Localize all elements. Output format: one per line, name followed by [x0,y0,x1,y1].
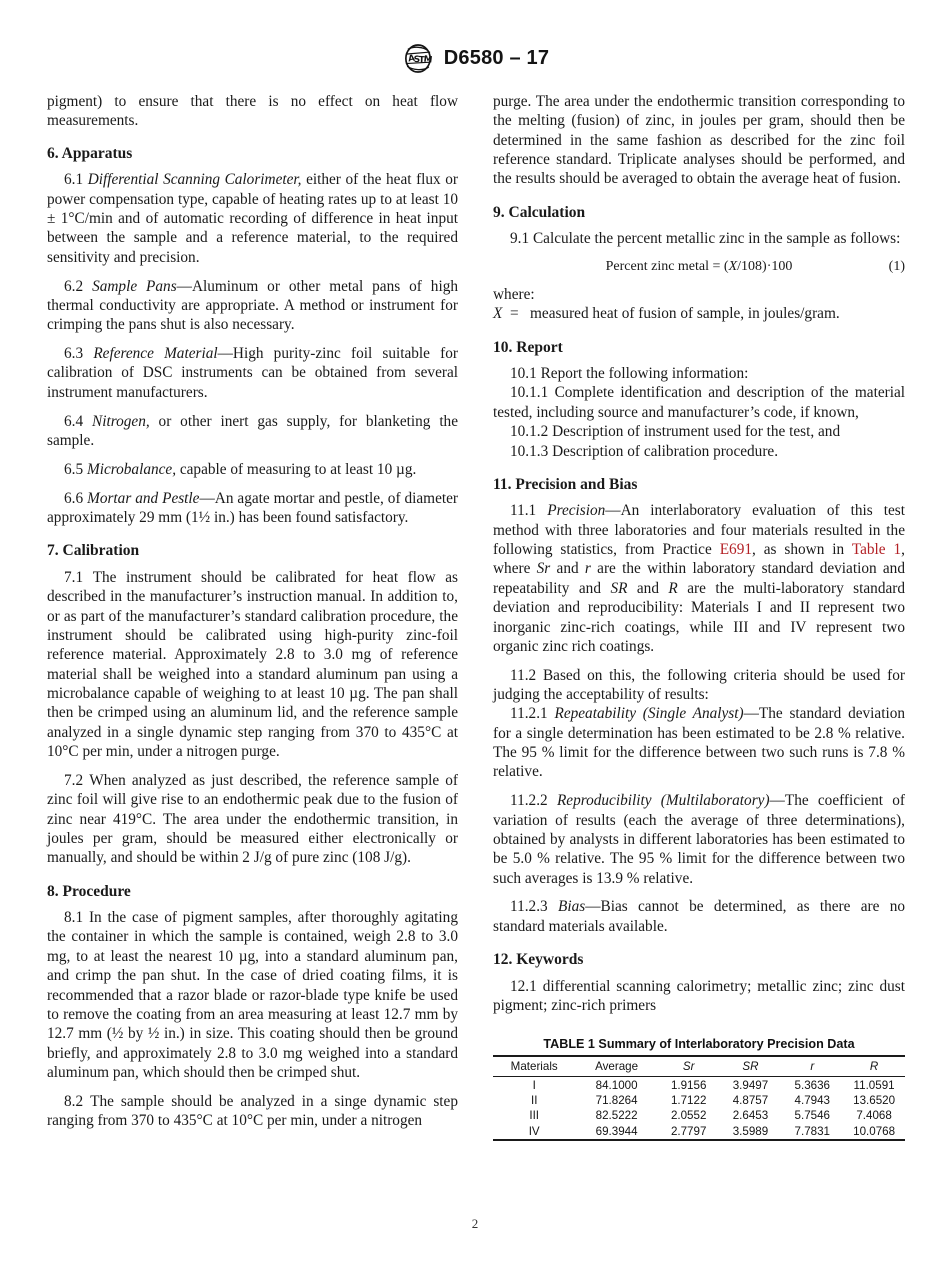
cell-sr: 1.7122 [670,1094,707,1107]
cell-average: 84.1000 [595,1078,638,1092]
cell-sR: 2.6453 [732,1109,769,1123]
paragraph-italic-lead: Reference Material [93,345,218,363]
paragraph-number: 6.6 [64,489,84,507]
cell-r: 5.7546 [794,1109,830,1123]
cell-sR: 3.9497 [732,1078,769,1092]
carryover-paragraph: pigment) to ensure that there is no effect on heat flow measurements. [47,93,458,130]
paragraph-text: —Aluminum or other metal pans of high thermal conductivity are appropriate. A method or instrument for crimping the pans shut is also necessary. [47,277,459,334]
paragraph-number: 11.2.3 [510,898,548,916]
astm-logo [401,44,435,73]
equation-number: (1) [888,258,905,274]
paragraph-6-4 [47,412,458,451]
paragraph-text: The sample should be analyzed in a singe dynamic step ranging from 370 to 435°C at 10°C per min, under a nitrogen [47,1092,458,1130]
cell-R: 7.4068 [856,1109,892,1123]
svg-text:S: S [413,54,421,66]
symbol-R-upper: R [668,579,678,597]
table-1-block [493,1037,905,1141]
column-header-R: R [869,1060,879,1074]
paragraph-text: —An interlaboratory evaluation of this test method with three laboratories and four materials resulted in the following statistics, from Practice [493,502,905,559]
paragraph-text: , as shown in [752,541,852,559]
paragraph-number: 8.2 [64,1092,84,1110]
paragraph-italic-lead: Microbalance, [86,460,177,478]
paragraph-text: either of the heat flux or power compensation type, capable of heating rates up to at least 10 ± 1°C/min and of automatic recording of difference in heat input between the sample and a reference material, to the required sensitivity and precision. [47,171,459,266]
paragraph-number: 10.1.2 [510,423,549,441]
paragraph-number: 6.1 [64,171,84,189]
cell-sr: 2.0552 [670,1109,707,1123]
page-number: 2 [471,1216,479,1231]
paragraph-text: and [627,579,669,597]
paragraph-11-2 [493,666,905,705]
cell-average: 82.5222 [595,1109,638,1123]
cell-sR: 4.8757 [732,1094,769,1107]
paragraph-9-1 [493,229,905,248]
paragraph-italic-lead: Sample Pans [92,277,177,295]
cell-material: IV [528,1124,540,1138]
left-column [47,92,458,1162]
paragraph-10-1 [493,364,905,383]
paragraph-number: 7.2 [64,771,84,789]
paragraph-6-1 [47,170,458,267]
link-practice-e691[interactable]: E691 [719,541,752,559]
paragraph-number: 11.2.1 [510,705,548,723]
paragraph-text: Complete identification and description of the material tested, including source and manufacturer’s code, if known, [493,384,906,421]
equation-right-side: /108)·100 [737,258,793,274]
paragraph-text: —The coefficient of variation of results (each the average of three determinations), obtained by analysts in different laboratories has been estimated to be 5.0 % relative. The 95 % limit for the difference between two such averages is 13.9 % relative. [493,792,905,887]
symbol-sr: Sr [536,560,551,578]
paragraph-italic-lead: Reproducibility (Multilaboratory) [556,792,770,810]
svg-text:A: A [407,53,416,65]
paragraph-11-2-2 [493,791,905,888]
paragraph-number: 6.4 [64,412,84,430]
cell-r: 4.7943 [794,1094,830,1107]
cell-r: 5.3636 [794,1078,830,1092]
paragraph-text: Based on this, the following criteria should be used for judging the acceptability of results: [493,666,905,704]
paragraph-text: —The standard deviation for a single determination has been estimated to be 2.8 % relative. The 95 % limit for the difference between two such runs is 7.8 % relative. [493,705,905,781]
where-definition: measured heat of fusion of sample, in joules/gram. [530,305,840,323]
body-columns [47,92,905,1162]
section-heading-calibration: 7. Calibration [47,542,140,560]
paragraph-text: are the multi-laboratory standard deviation and reproducibility: Materials I and II represent two inorganic zinc-rich coatings, while III and IV represent two organic zinc rich coatings. [493,579,905,655]
cell-R: 13.6520 [853,1094,896,1107]
column-header-average: Average [595,1060,639,1074]
section-heading-procedure: 8. Procedure [47,882,131,900]
paragraph-number: 9.1 [510,230,530,248]
paragraph-8-1 [47,908,458,1082]
paragraph-text: —An agate mortar and pestle, of diameter approximately 29 mm (1½ in.) has been found satisfactory. [47,489,459,526]
paragraph-italic-lead: Repeatability (Single Analyst) [554,705,744,723]
paragraph-6-3 [47,344,458,402]
paragraph-12-1 [493,977,905,1016]
paragraph-text: differential scanning calorimetry; metallic zinc; zinc dust pigment; zinc-rich primers [493,977,905,1015]
section-heading-keywords: 12. Keywords [493,951,584,969]
paragraph-number: 11.1 [510,502,537,520]
paragraph-text: capable of measuring to at least 10 µg. [176,460,417,478]
cell-material: II [530,1094,538,1107]
equation-1 [493,258,905,276]
paragraph-text: —High purity-zinc foil suitable for calibration of DSC instruments can be obtained from several instrument manufacturers. [47,345,458,401]
paragraph-11-2-1 [493,704,905,781]
table-bottom-rule [493,1140,905,1141]
cell-sr: 2.7797 [670,1124,707,1138]
cell-sr: 1.9156 [670,1078,707,1092]
paragraph-6-2 [47,277,458,335]
paragraph-11-2-3 [493,897,905,936]
carryover-paragraph: purge. The area under the endothermic transition corresponding to the melting (fusion) of zinc, in joules per gram, should then be determined in the same fashion as described for the zinc foil reference standard. Triplicate analyses should be performed, and the results should be averaged to obtain the average heat of fusion. [493,93,905,188]
paragraph-7-1 [47,568,458,761]
paragraph-6-5 [47,460,458,479]
page-header [0,44,950,73]
paragraph-text: When analyzed as just described, the reference sample of zinc foil will give rise to an endothermic peak due to the fusion of zinc near 419°C. The area under the endothermic transition, in joules per gram, should be measured either electronically or manually, and should be within 2 J/g of pure zinc (108 J/g). [47,771,458,867]
link-table-1[interactable]: Table 1 [851,541,902,559]
paragraph-italic-lead: Precision [547,502,606,520]
paragraph-text: Description of instrument used for the test, and [552,423,841,441]
paragraph-number: 6.2 [64,277,84,295]
paragraph-number: 6.3 [64,345,84,363]
paragraph-text: Description of calibration procedure. [552,442,779,460]
cell-R: 11.0591 [853,1078,895,1092]
cell-average: 71.8264 [595,1094,638,1107]
paragraph-number: 12.1 [510,977,537,995]
paragraph-text: In the case of pigment samples, after thoroughly agitating the container in which the sample is contained, weigh 2.8 to 3.0 mg, to at least the nearest 10 µg, into a standard aluminum pan, and crimp the pan shut. In the case of dried coating films, it is recommended that a razor blade or razor-blade type knife be used to remove the coating from an area measuring at least 12.7 mm by 12.7 mm (½ by ½ in.) in size. This coating should then be ground briefly, and approximately 2.8 to 3.0 mg weighed into a standard aluminum pan, which should then be crimped shut. [47,909,458,1081]
paragraph-10-1-2 [493,422,905,441]
paragraph-number: 11.2 [510,666,537,684]
column-header-sr: Sr [682,1060,695,1074]
paragraph-text: Report the following information: [540,365,749,383]
where-label: where: [493,285,535,303]
svg-text:M: M [422,54,433,66]
symbol-r-lower: r [584,560,591,578]
paragraph-11-1 [493,501,905,656]
symbol-sR: SR [610,579,628,597]
column-header-r: r [810,1060,815,1074]
paragraph-number: 11.2.2 [510,792,548,810]
paragraph-text: Calculate the percent metallic zinc in the sample as follows: [532,230,901,248]
table-caption: TABLE 1 Summary of Interlaboratory Precision Data [543,1037,855,1052]
table-header-row [493,1056,905,1077]
precision-data-table [493,1055,905,1141]
paragraph-text: are the within laboratory standard deviation and repeatability and [493,560,905,597]
paragraph-number: 6.5 [64,460,84,478]
paragraph-6-6 [47,489,458,528]
paragraph-text: and [550,560,585,578]
column-header-sR: SR [742,1060,759,1074]
paragraph-italic-lead: Mortar and Pestle [87,489,200,507]
table-row [493,1124,905,1140]
paragraph-8-2 [47,1092,458,1131]
paragraph-text: or other inert gas supply, for blanketing the sample. [47,412,459,449]
cell-r: 7.7831 [794,1124,830,1138]
paragraph-number: 7.1 [64,568,84,586]
where-symbol: X [493,305,503,323]
paragraph-number: 10.1.1 [510,384,549,402]
paragraph-italic-lead: Nitrogen, [92,412,150,430]
cell-R: 10.0768 [853,1124,896,1138]
paragraph-italic-lead: Differential Scanning Calorimeter, [87,171,302,189]
paragraph-italic-lead: Bias [558,898,586,916]
paragraph-text: , where [493,541,905,578]
where-equals: = [510,305,519,323]
cell-material: I [532,1078,536,1092]
cell-average: 69.3944 [595,1124,638,1138]
standard-designation: D6580 – 17 [443,47,550,69]
table-row [493,1077,905,1093]
paragraph-text: The instrument should be calibrated for heat flow as described in the manufacturer’s instruction manual. In addition to, or as part of the manufacturer’s standard calibration procedure, the instrument should be calibrated using high-purity zinc-foil reference material. Approximately 2.8 to 3.0 mg of reference material shall be weighed into a standard aluminum pan using a microbalance capable of weighing to at least 10 µg. The pan shall then be crimped using an aluminum lid, and the reference sample analyzed in a single dynamic step ranging from 370 to 435°C at 10°C per min, under a nitrogen purge. [47,568,458,760]
paragraph-number: 8.1 [64,909,84,927]
section-heading-apparatus: 6. Apparatus [47,144,133,162]
where-row [493,304,905,323]
table-row [493,1093,905,1108]
table-row [493,1108,905,1123]
cell-material: III [529,1109,540,1123]
paragraph-text: —Bias cannot be determined, as there are no standard materials available. [493,898,905,935]
paragraph-number: 10.1 [510,365,537,383]
section-heading-report: 10. Report [493,338,563,356]
paragraph-number: 10.1.3 [510,442,549,460]
section-heading-calculation: 9. Calculation [493,203,586,221]
equation-left-side: Percent zinc metal = ( [605,258,729,274]
paragraph-10-1-1 [493,383,905,422]
right-column [493,92,905,1162]
equation-variable: X [728,258,738,274]
where-definitions [493,285,905,324]
section-heading-precision-and-bias: 11. Precision and Bias [493,475,638,493]
column-header-materials: Materials [510,1060,558,1074]
paragraph-10-1-3 [493,442,905,461]
paragraph-7-2 [47,771,458,868]
cell-sR: 3.5989 [732,1124,769,1138]
svg-text:T: T [418,55,425,66]
